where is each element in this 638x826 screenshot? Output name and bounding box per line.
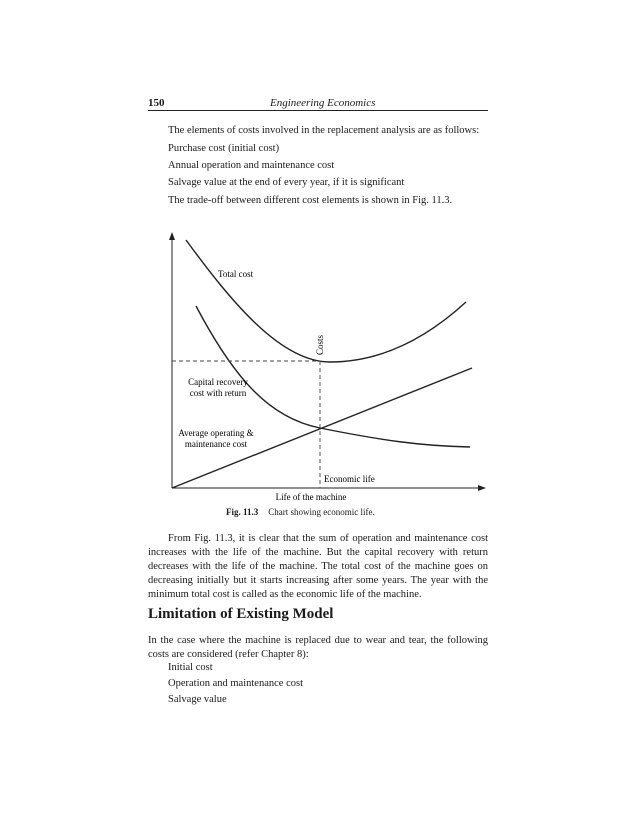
economic-life-label: Economic life xyxy=(324,474,375,484)
intro-item: Salvage value at the end of every year, if it is significant xyxy=(168,177,405,188)
avg-operating-label: maintenance cost xyxy=(184,439,248,449)
limitation-line: costs are considered (refer Chapter 8): xyxy=(148,649,309,660)
figure-caption-text: Chart showing economic life. xyxy=(268,507,375,517)
total-cost-label: Total cost xyxy=(218,269,254,279)
figure-caption xyxy=(226,507,375,517)
y-axis-arrow xyxy=(169,232,175,240)
body-line: decreases with the life of the machine. The total cost of the machine goes on xyxy=(148,561,488,572)
intro-lead: The elements of costs involved in the replacement analysis are as follows: xyxy=(168,125,480,136)
running-title: Engineering Economics xyxy=(270,97,376,109)
intro-tradeoff: The trade-off between different cost elements is shown in Fig. 11.3. xyxy=(168,195,453,206)
total-cost-curve xyxy=(186,240,466,362)
page-number: 150 xyxy=(148,97,165,109)
x-axis-arrow xyxy=(478,485,486,491)
body-line: increases with the life of the machine. But the capital recovery with return xyxy=(148,547,488,558)
section-heading: Limitation of Existing Model xyxy=(148,606,334,622)
body-line: minimum total cost is called as the economic life of the machine. xyxy=(148,589,422,600)
x-axis-label: Life of the machine xyxy=(275,492,347,502)
intro-item: Annual operation and maintenance cost xyxy=(168,160,335,171)
body-paragraph xyxy=(148,532,488,602)
limitation-paragraph xyxy=(148,634,488,662)
body-line: decreasing initially but it starts increasing after some years. The year with the xyxy=(148,575,488,586)
limitation-item: Initial cost xyxy=(168,662,213,673)
intro-item: Purchase cost (initial cost) xyxy=(168,143,280,154)
limitation-item: Operation and maintenance cost xyxy=(168,678,303,689)
body-line: From Fig. 11.3, it is clear that the sum of operation and maintenance cost xyxy=(168,533,488,544)
capital-recovery-label: Capital recovery xyxy=(188,377,248,387)
figure-number: Fig. 11.3 xyxy=(226,507,259,517)
limitation-item: Salvage value xyxy=(168,694,227,705)
limitation-line: In the case where the machine is replaced due to wear and tear, the following xyxy=(148,635,488,646)
costs-axis-label: Costs xyxy=(315,334,325,355)
capital-recovery-label: cost with return xyxy=(189,388,247,398)
avg-operating-label: Average operating & xyxy=(178,428,254,438)
